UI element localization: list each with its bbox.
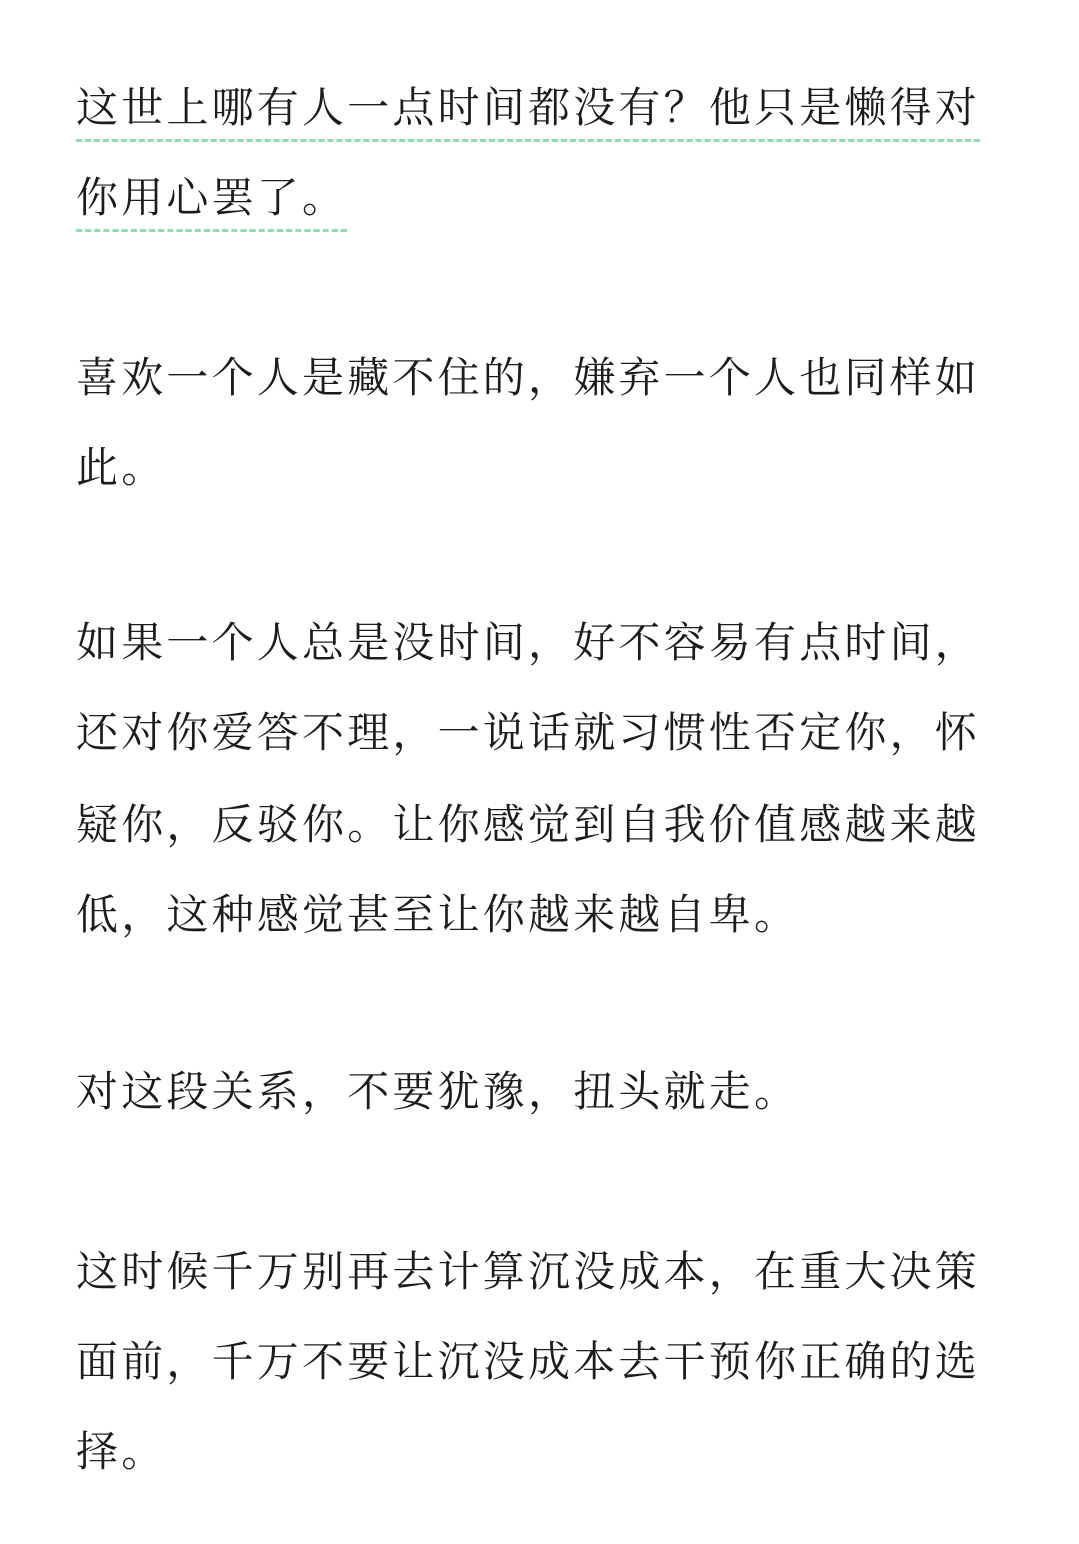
paragraph-2-line-2: 此。	[76, 443, 167, 492]
paragraph-5-line-2: 面前，千万不要让沉没成本去干预你正确的选	[76, 1337, 981, 1386]
paragraph-3-line-2: 还对你爱答不理，一说话就习惯性否定你，怀	[76, 708, 981, 757]
paragraph-5-line-3: 择。	[76, 1427, 167, 1476]
paragraph-2-line-1: 喜欢一个人是藏不住的，嫌弃一个人也同样如	[76, 353, 981, 402]
paragraph-1-line-1	[76, 78, 1016, 138]
paragraph-3-line-4: 低，这种感觉甚至让你越来越自卑。	[76, 890, 800, 939]
paragraph-3-line-3: 疑你，反驳你。让你感觉到自我价值感越来越	[76, 800, 981, 849]
highlighted-text[interactable]: 这世上哪有人一点时间都没有？他只是懒得对	[76, 83, 980, 142]
paragraph-5-line-1: 这时候千万别再去计算沉没成本，在重大决策	[76, 1247, 981, 1296]
paragraph-1-line-2	[76, 168, 1016, 228]
paragraph-4-line-1: 对这段关系，不要犹豫，扭头就走。	[76, 1067, 800, 1116]
paragraph-3-line-1: 如果一个人总是没时间，好不容易有点时间，	[76, 618, 981, 667]
highlighted-text[interactable]: 你用心罢了。	[76, 173, 347, 232]
